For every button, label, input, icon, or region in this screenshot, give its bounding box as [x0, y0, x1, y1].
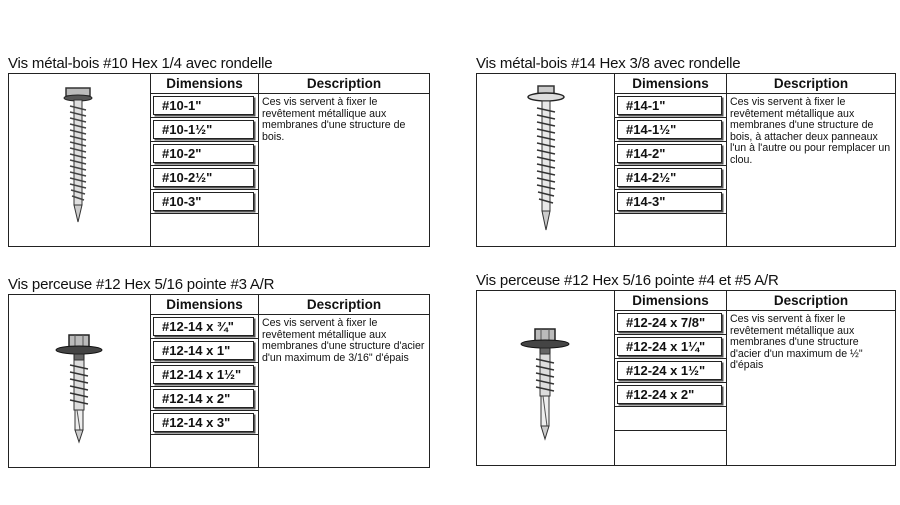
- drill-screw-icon: [9, 295, 149, 466]
- panel-wood-screw-14: [476, 55, 896, 255]
- dimension-cell: #12-14 x 1": [153, 341, 254, 360]
- dimensions-header: Dimensions: [151, 295, 258, 315]
- screw-image: [9, 295, 151, 467]
- dimension-cell: #14-1": [617, 96, 722, 115]
- description-column: [259, 295, 429, 467]
- description-header: Description: [727, 74, 895, 94]
- dimension-cell: #12-24 x 1½": [617, 361, 722, 380]
- screw-image: [477, 291, 615, 465]
- dimension-cell: #10-3": [153, 192, 254, 211]
- description-column: [727, 291, 895, 465]
- dimension-cell: #12-24 x 7/8": [617, 313, 722, 332]
- dimension-cell: #12-24 x 2": [617, 385, 722, 404]
- panel-wood-screw-10: [8, 55, 430, 255]
- dimensions-header: Dimensions: [151, 74, 258, 94]
- description-text: Ces vis servent à fixer le revêtement métallique aux membranes d'une structure de bois.: [262, 96, 406, 143]
- empty-row: [151, 435, 258, 459]
- dimensions-header: Dimensions: [615, 291, 726, 311]
- dimension-cell: #14-3": [617, 192, 722, 211]
- dimensions-column: [151, 74, 259, 246]
- product-table: [476, 290, 896, 466]
- description-column: [727, 74, 895, 246]
- screw-image: [9, 74, 151, 246]
- description-column: [259, 74, 429, 246]
- dimensions-column: [615, 74, 727, 246]
- description-text: Ces vis servent à fixer le revêtement métallique aux membranes d'une structure d'acier d'un maximum de 3/16" d'épais: [262, 317, 425, 364]
- dimension-cell: #12-14 x 1½": [153, 365, 254, 384]
- dimension-cell: #10-1": [153, 96, 254, 115]
- dimension-cell: #12-14 x 2": [153, 389, 254, 408]
- dimensions-column: [151, 295, 259, 467]
- dimensions-column: [615, 291, 727, 465]
- panel-title: Vis perceuse #12 Hex 5/16 pointe #3 A/R: [8, 276, 275, 293]
- panel-drill-screw-4-5: [476, 272, 896, 472]
- dimension-cell: #12-14 x ¾": [153, 317, 254, 336]
- wood-screw-icon: [477, 74, 613, 245]
- panel-title: Vis perceuse #12 Hex 5/16 pointe #4 et #5 A/R: [476, 272, 779, 289]
- screw-image: [477, 74, 615, 246]
- dimension-cell: #14-2½": [617, 168, 722, 187]
- panel-title: Vis métal-bois #14 Hex 3/8 avec rondelle: [476, 55, 741, 72]
- product-table: [8, 294, 430, 468]
- empty-row: [615, 431, 726, 455]
- panel-title: Vis métal-bois #10 Hex 1/4 avec rondelle: [8, 55, 273, 72]
- wood-screw-icon: [9, 74, 149, 245]
- empty-row: [615, 407, 726, 431]
- product-table: [476, 73, 896, 247]
- empty-row: [615, 214, 726, 238]
- description-header: Description: [727, 291, 895, 311]
- dimension-cell: #12-14 x 3": [153, 413, 254, 432]
- description-header: Description: [259, 74, 429, 94]
- dimension-cell: #14-1½": [617, 120, 722, 139]
- description-text: Ces vis servent à fixer le revêtement métallique aux membranes d'une structure de bois, à attacher deux panneaux l'un à l'autre ou pour remplacer un clou.: [730, 96, 891, 166]
- dimension-cell: #10-2": [153, 144, 254, 163]
- panel-drill-screw-3: [8, 276, 430, 476]
- product-table: [8, 73, 430, 247]
- dimension-cell: #10-1½": [153, 120, 254, 139]
- dimension-cell: #12-24 x 1¼": [617, 337, 722, 356]
- dimension-cell: #10-2½": [153, 168, 254, 187]
- drill-screw-icon: [477, 291, 613, 464]
- dimension-cell: #14-2": [617, 144, 722, 163]
- empty-row: [151, 214, 258, 238]
- description-header: Description: [259, 295, 429, 315]
- dimensions-header: Dimensions: [615, 74, 726, 94]
- description-text: Ces vis servent à fixer le revêtement métallique aux membranes d'une structure d'acier d'un maximum de ½" d'épais: [730, 313, 863, 372]
